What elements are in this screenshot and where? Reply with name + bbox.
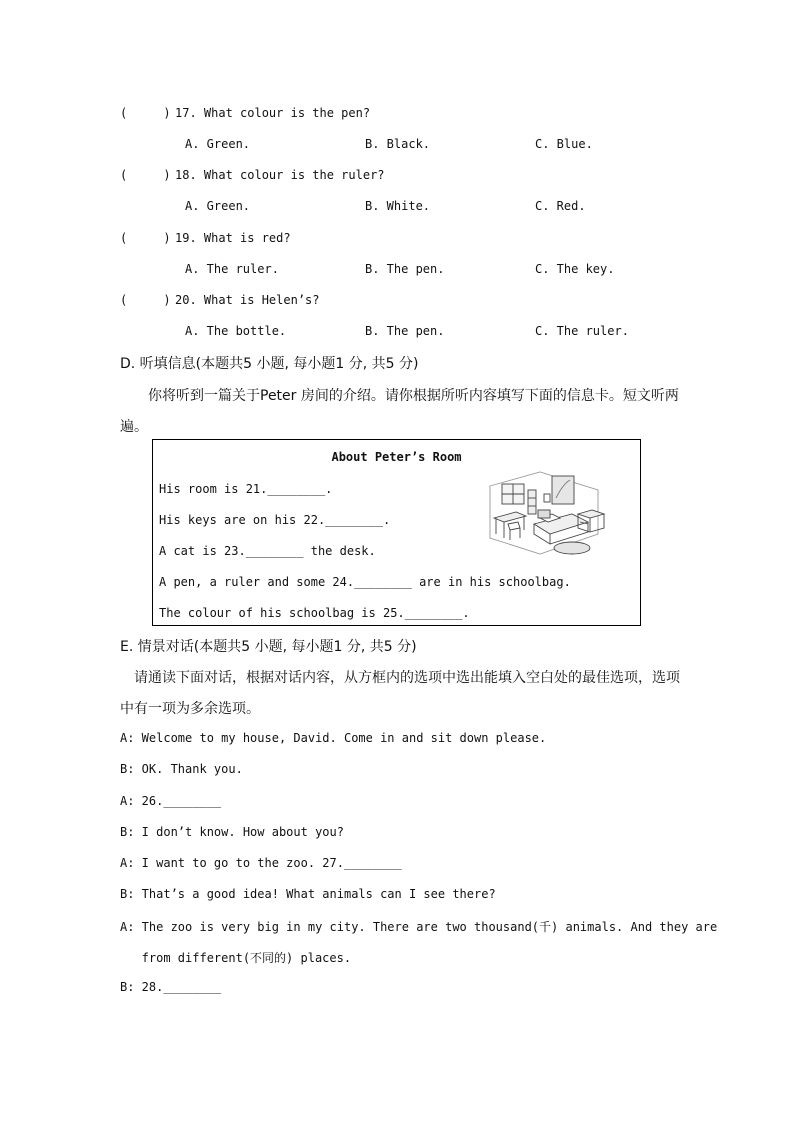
section-e-instruction-cont: 中有一项为多余选项。 <box>120 701 260 717</box>
dialogue-line: B: OK. Thank you. <box>120 762 243 776</box>
info-line-23[interactable]: A cat is 23.________ the desk. <box>159 544 376 558</box>
option-b: B. Black. <box>365 137 431 151</box>
option-a: A. The bottle. <box>185 324 287 338</box>
section-d-instruction: 你将听到一篇关于Peter 房间的介绍。请你根据所听内容填写下面的信息卡。短文听两 <box>148 388 679 404</box>
option-c: C. Blue. <box>535 137 593 151</box>
answer-bracket[interactable]: ( ) <box>120 168 171 182</box>
dialogue-line: A: The zoo is very big in my city. There are two thousand(千) animals. And they are <box>120 920 718 934</box>
option-a: A. Green. <box>185 137 251 151</box>
question-stem: 18. What colour is the ruler? <box>175 168 385 182</box>
info-card <box>152 439 641 626</box>
info-line-21[interactable]: His room is 21.________. <box>159 482 333 496</box>
question-stem: 17. What colour is the pen? <box>175 106 371 120</box>
section-e-heading: E. 情景对话(本题共5 小题, 每小题1 分, 共5 分) <box>120 639 417 655</box>
info-line-24[interactable]: A pen, a ruler and some 24.________ are in his schoolbag. <box>159 575 571 589</box>
section-e-instruction: 请通读下面对话，根据对话内容，从方框内的选项中选出能填入空白处的最佳选项，选项 <box>134 670 680 686</box>
option-b: B. The pen. <box>365 262 445 276</box>
dialogue-line: A: Welcome to my house, David. Come in and sit down please. <box>120 731 547 745</box>
option-b: B. The pen. <box>365 324 445 338</box>
section-d-heading: D. 听填信息(本题共5 小题, 每小题1 分, 共5 分) <box>120 356 419 372</box>
question-stem: 19. What is red? <box>175 231 291 245</box>
answer-bracket[interactable]: ( ) <box>120 106 171 120</box>
question-stem: 20. What is Helen’s? <box>175 293 320 307</box>
dialogue-line: B: I don’t know. How about you? <box>120 825 344 839</box>
option-c: C. Red. <box>535 199 586 213</box>
option-a: A. Green. <box>185 199 251 213</box>
option-c: C. The ruler. <box>535 324 629 338</box>
answer-bracket[interactable]: ( ) <box>120 231 171 245</box>
info-card-title: About Peter’s Room <box>331 450 462 464</box>
dialogue-line: from different(不同的) places. <box>120 951 352 965</box>
room-illustration <box>480 468 615 560</box>
dialogue-blank-28[interactable]: B: 28.________ <box>120 980 222 994</box>
answer-bracket[interactable]: ( ) <box>120 293 171 307</box>
dialogue-blank-26[interactable]: A: 26.________ <box>120 794 222 808</box>
dialogue-blank-27[interactable]: A: I want to go to the zoo. 27.________ <box>120 856 402 870</box>
dialogue-line: B: That’s a good idea! What animals can I see there? <box>120 887 496 901</box>
option-c: C. The key. <box>535 262 615 276</box>
section-d-instruction-cont: 遍。 <box>120 419 148 435</box>
option-b: B. White. <box>365 199 431 213</box>
info-line-25[interactable]: The colour of his schoolbag is 25.________. <box>159 606 470 620</box>
option-a: A. The ruler. <box>185 262 279 276</box>
info-line-22[interactable]: His keys are on his 22.________. <box>159 513 391 527</box>
